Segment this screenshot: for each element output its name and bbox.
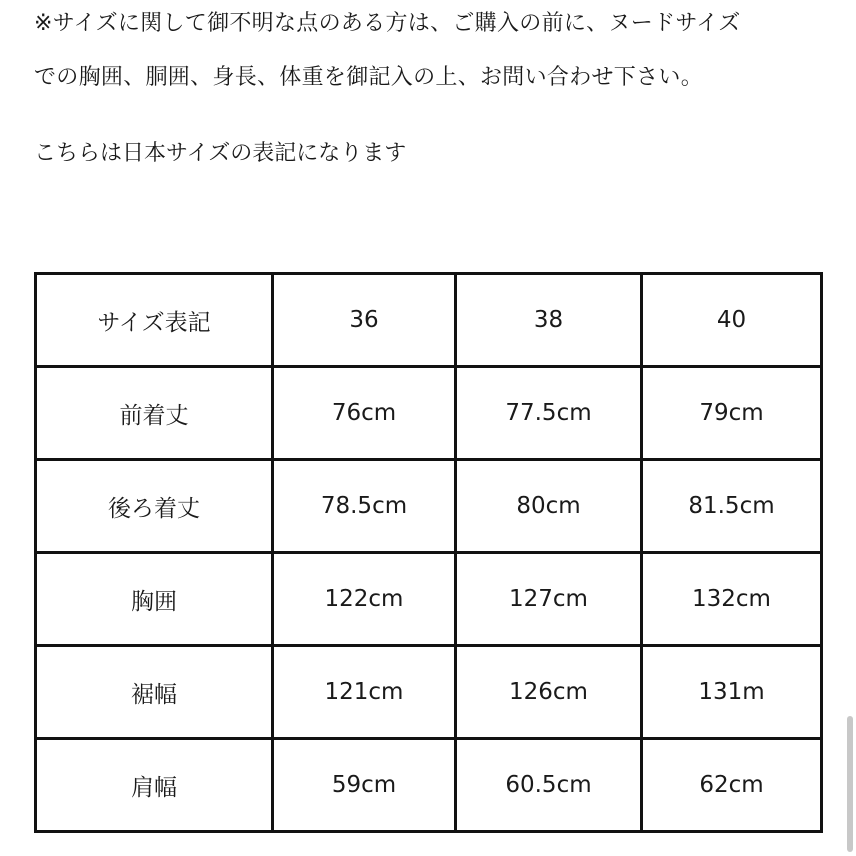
row-label-front-length: 前着丈 (36, 367, 273, 460)
table-row (36, 739, 822, 832)
table-row (36, 553, 822, 646)
table-cell: 60.5cm (456, 739, 642, 832)
notice-line-2: での胸囲、胴囲、身長、体重を御記入の上、お問い合わせ下さい。 (34, 65, 704, 90)
table-header-row (36, 274, 822, 367)
table-cell: 127cm (456, 553, 642, 646)
table-cell: 59cm (273, 739, 456, 832)
row-label-shoulder-width: 肩幅 (36, 739, 273, 832)
table-cell: 131m (642, 646, 822, 739)
header-size-38: 38 (456, 274, 642, 367)
row-label-hem-width: 裾幅 (36, 646, 273, 739)
size-inquiry-notice (34, 8, 834, 94)
table-row (36, 367, 822, 460)
table-cell: 126cm (456, 646, 642, 739)
table-cell: 62cm (642, 739, 822, 832)
japan-size-note: こちらは日本サイズの表記になります (34, 141, 407, 166)
table-cell: 80cm (456, 460, 642, 553)
header-size-40: 40 (642, 274, 822, 367)
table-cell: 81.5cm (642, 460, 822, 553)
table-cell: 79cm (642, 367, 822, 460)
header-size-label: サイズ表記 (36, 274, 273, 367)
notice-line-1: ※サイズに関して御不明な点のある方は、ご購入の前に、ヌードサイズ (34, 11, 741, 36)
table-cell: 121cm (273, 646, 456, 739)
row-label-back-length: 後ろ着丈 (36, 460, 273, 553)
header-size-36: 36 (273, 274, 456, 367)
table-row (36, 460, 822, 553)
size-table (34, 272, 823, 833)
table-row (36, 646, 822, 739)
vertical-scrollbar[interactable] (847, 716, 853, 852)
row-label-chest: 胸囲 (36, 553, 273, 646)
table-cell: 122cm (273, 553, 456, 646)
table-cell: 76cm (273, 367, 456, 460)
table-cell: 77.5cm (456, 367, 642, 460)
table-cell: 132cm (642, 553, 822, 646)
table-cell: 78.5cm (273, 460, 456, 553)
